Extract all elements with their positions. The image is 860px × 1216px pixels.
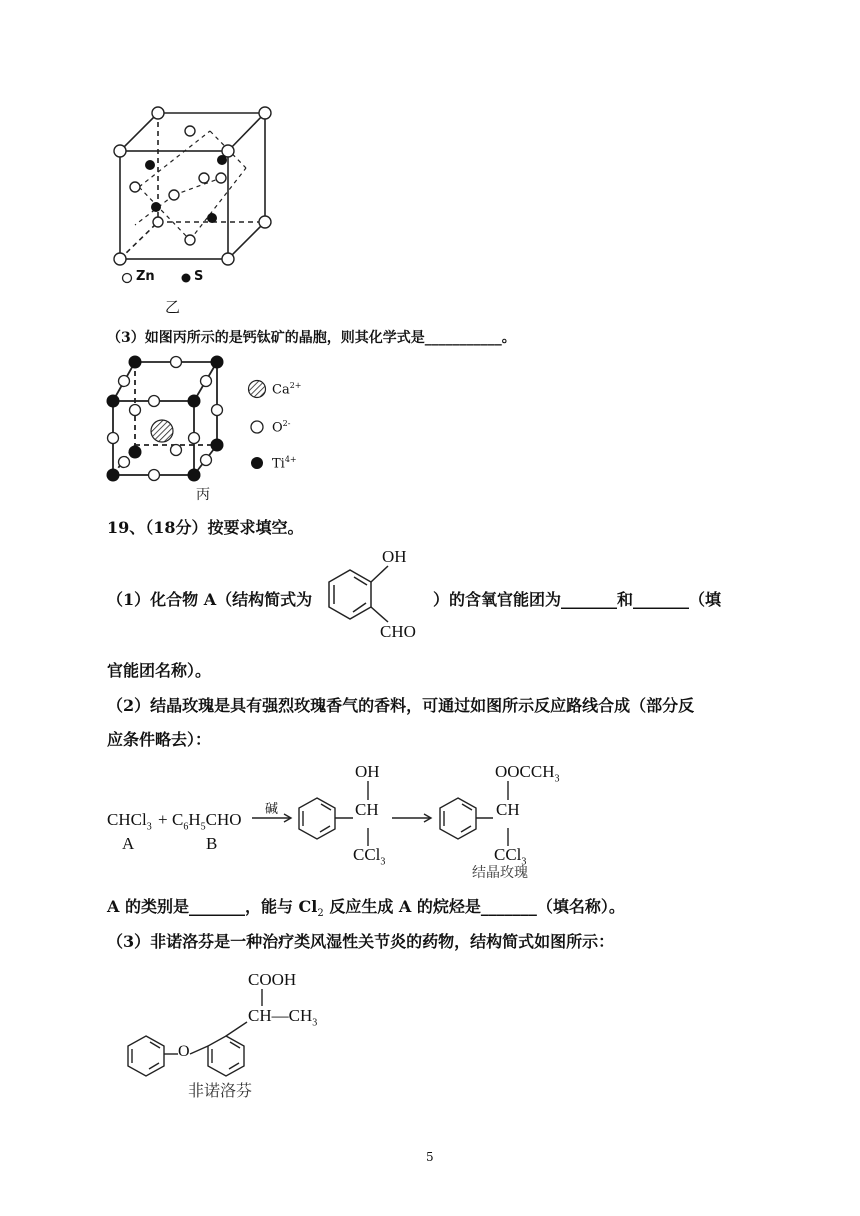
legend-ca-label: $Ca^{2+}$ bbox=[272, 381, 302, 398]
figure-caption-bing: 丙 bbox=[196, 487, 210, 503]
legend-ti-label: $Ti^{4+}$ bbox=[272, 455, 297, 472]
question-18-3: （3）如图丙所示的是钙钛矿的晶胞，则其化学式是___________。 bbox=[107, 330, 516, 346]
fenoprofen-cooh: COOH bbox=[248, 970, 297, 989]
question-19-1-cont: 官能团名称）。 bbox=[107, 661, 212, 680]
intermediate-ch: CH bbox=[355, 800, 379, 819]
reaction-condition: 碱 bbox=[265, 802, 279, 817]
fenoprofen-ch-ch3: $CH—CH_3$ bbox=[248, 1006, 318, 1029]
question-19-3: （3）非诺洛芬是一种治疗类风湿性关节炎的药物，结构简式如图所示： bbox=[107, 932, 615, 951]
question-19-2-line2: 应条件略去）： bbox=[107, 730, 212, 749]
figure-caption-yi: 乙 bbox=[165, 298, 181, 316]
compound-a-oh: OH bbox=[382, 547, 407, 566]
plus-sign: + bbox=[158, 810, 168, 829]
reagent-chcl3: CHCl$_3$ bbox=[107, 810, 152, 833]
compound-a-cho: CHO bbox=[380, 622, 416, 641]
question-19-heading: 19、（18分）按要求填空。 bbox=[107, 518, 304, 537]
page-number: 5 bbox=[426, 1150, 434, 1164]
label-a: A bbox=[122, 834, 135, 853]
legend-o-label: $O^{2-}$ bbox=[272, 419, 291, 436]
question-19-1-start: （1）化合物 A（结构简式为 bbox=[107, 590, 313, 609]
reagent-benzaldehyde: $C_6H_5CHO$ bbox=[172, 810, 242, 833]
label-b: B bbox=[206, 834, 218, 853]
intermediate-oh: OH bbox=[355, 762, 380, 781]
product-oocch3: $OOCCH_3$ bbox=[495, 762, 560, 785]
product-ccl3: CCl$_3$ bbox=[494, 845, 527, 868]
fenoprofen-o: O bbox=[178, 1043, 190, 1060]
product-ch: CH bbox=[496, 800, 520, 819]
product-name: 结晶玫瑰 bbox=[472, 865, 528, 881]
question-19-2-line3: A 的类别是_______，能与 $Cl_2$ 反应生成 A 的烷烃是_______（填名称）。 bbox=[107, 897, 625, 920]
intermediate-ccl3: CCl$_3$ bbox=[353, 845, 386, 868]
question-19-2-line1: （2）结晶玫瑰是具有强烈玫瑰香气的香料，可通过如图所示反应路线合成（部分反 bbox=[107, 696, 695, 715]
fenoprofen-name: 非诺洛芬 bbox=[188, 1081, 253, 1100]
legend-zn-label: Zn bbox=[136, 269, 155, 284]
legend-s-label: S bbox=[194, 269, 204, 284]
question-19-1-end: ）的含氧官能团为_______和_______（填 bbox=[433, 590, 722, 609]
